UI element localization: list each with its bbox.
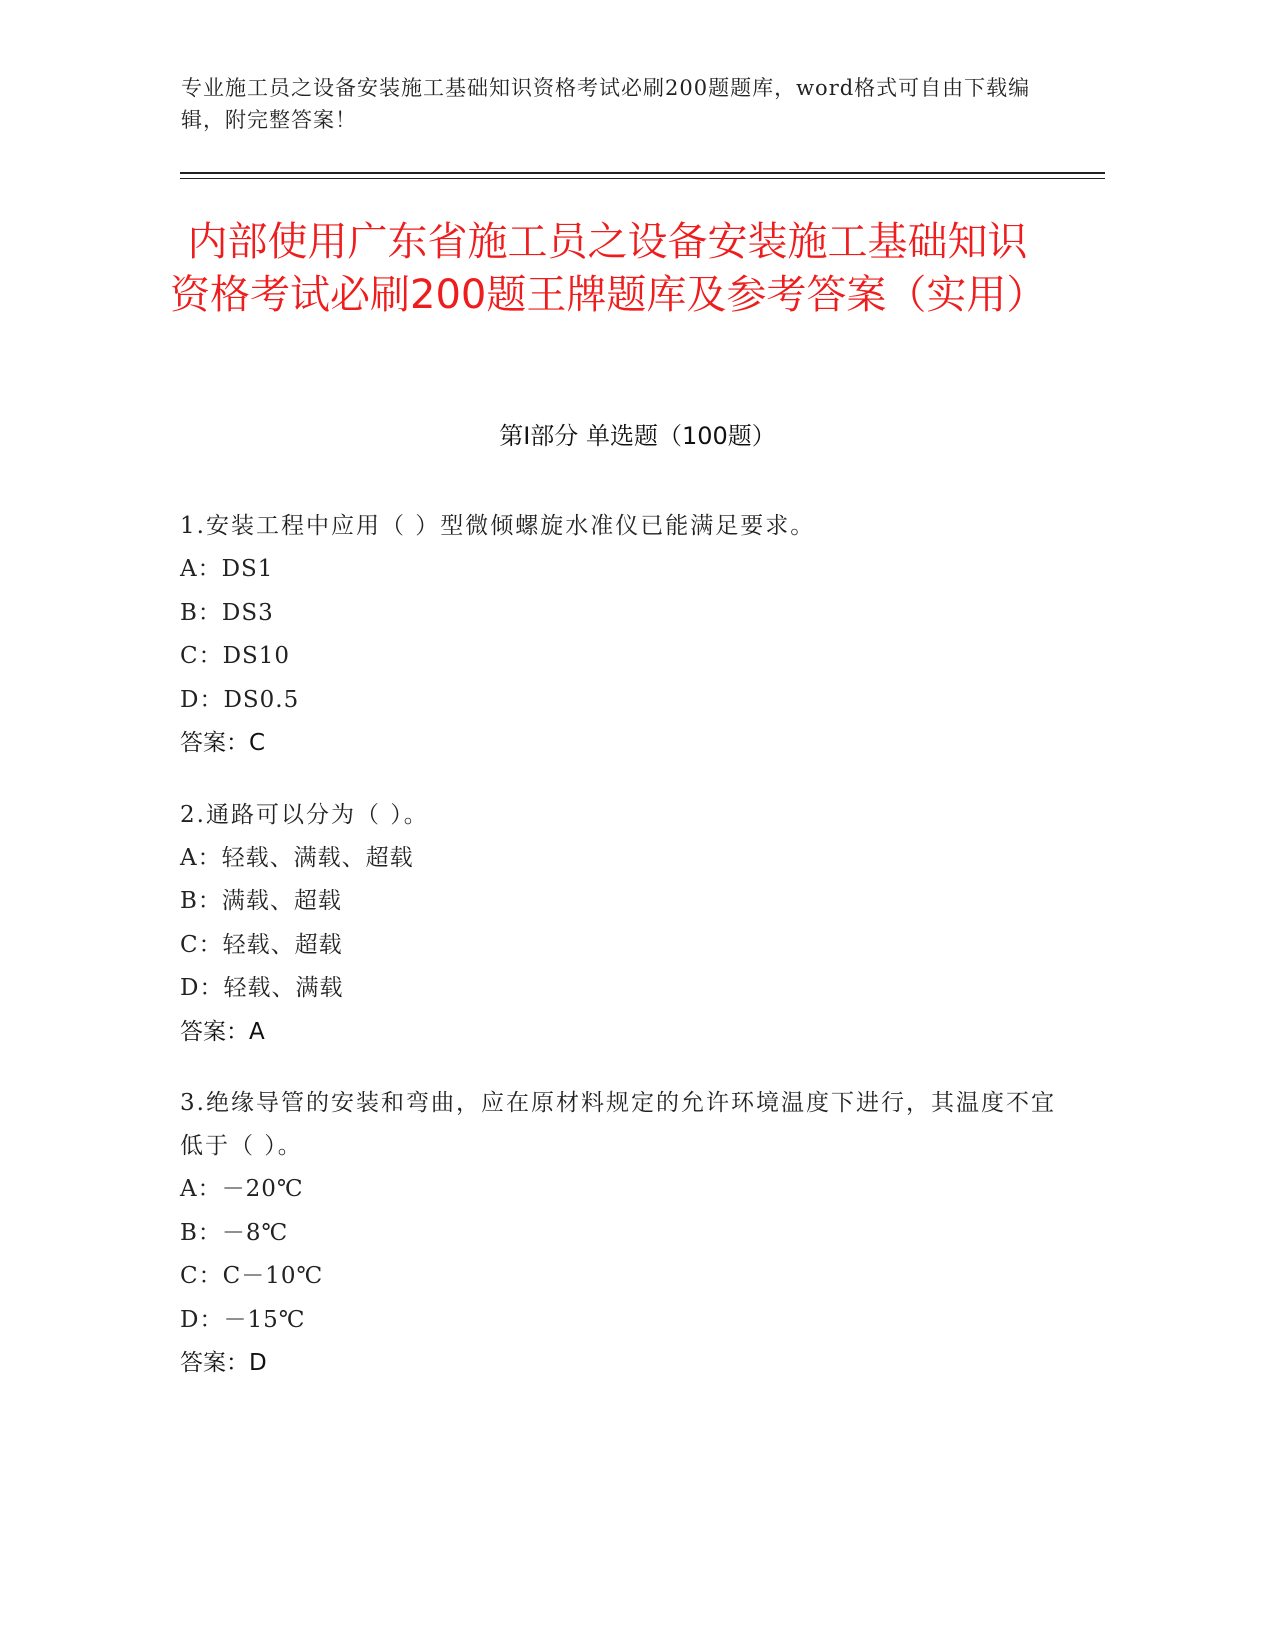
document-title: 内部使用广东省施工员之设备安装施工基础知识资格考试必刷200题王牌题库及参考答案（实用） (170, 219, 1047, 318)
section-heading: 第Ⅰ部分 单选题（100题） (499, 422, 776, 450)
header-rule-thick (180, 172, 1105, 174)
answer: 答案：D (180, 1350, 267, 1376)
option-a: A：DS1 (180, 556, 274, 582)
answer: 答案：A (180, 1018, 265, 1045)
question-text: 2.通路可以分为（ ）。 (180, 801, 429, 828)
question-1 (180, 505, 1060, 766)
option-a: A：轻载、满载、超载 (180, 844, 414, 871)
option-c: C：轻载、超载 (180, 931, 343, 958)
option-b: B：DS3 (180, 599, 274, 626)
header-rule-thin (180, 178, 1105, 179)
option-d: D：DS0.5 (180, 686, 300, 713)
question-3 (180, 1082, 1060, 1386)
option-a: A：－20℃ (180, 1176, 304, 1202)
option-b: B：满载、超载 (180, 888, 342, 914)
question-text: 1.安装工程中应用（ ）型微倾螺旋水准仪已能满足要求。 (180, 513, 816, 539)
option-c: C：DS10 (180, 643, 291, 669)
option-d: D：轻载、满载 (180, 975, 344, 1001)
question-2 (180, 794, 1060, 1055)
option-b: B：－8℃ (180, 1219, 289, 1246)
question-text: 3.绝缘导管的安装和弯曲，应在原材料规定的允许环境温度下进行，其温度不宜低于（ ）。 (180, 1090, 1056, 1159)
answer: 答案：C (180, 730, 266, 756)
option-c: C：C－10℃ (180, 1263, 324, 1289)
option-d: D：－15℃ (180, 1306, 306, 1333)
question-list (180, 505, 1060, 1414)
header-note: 专业施工员之设备安装施工基础知识资格考试必刷200题题库，word格式可自由下载编辑，附完整答案！ (181, 76, 1031, 132)
